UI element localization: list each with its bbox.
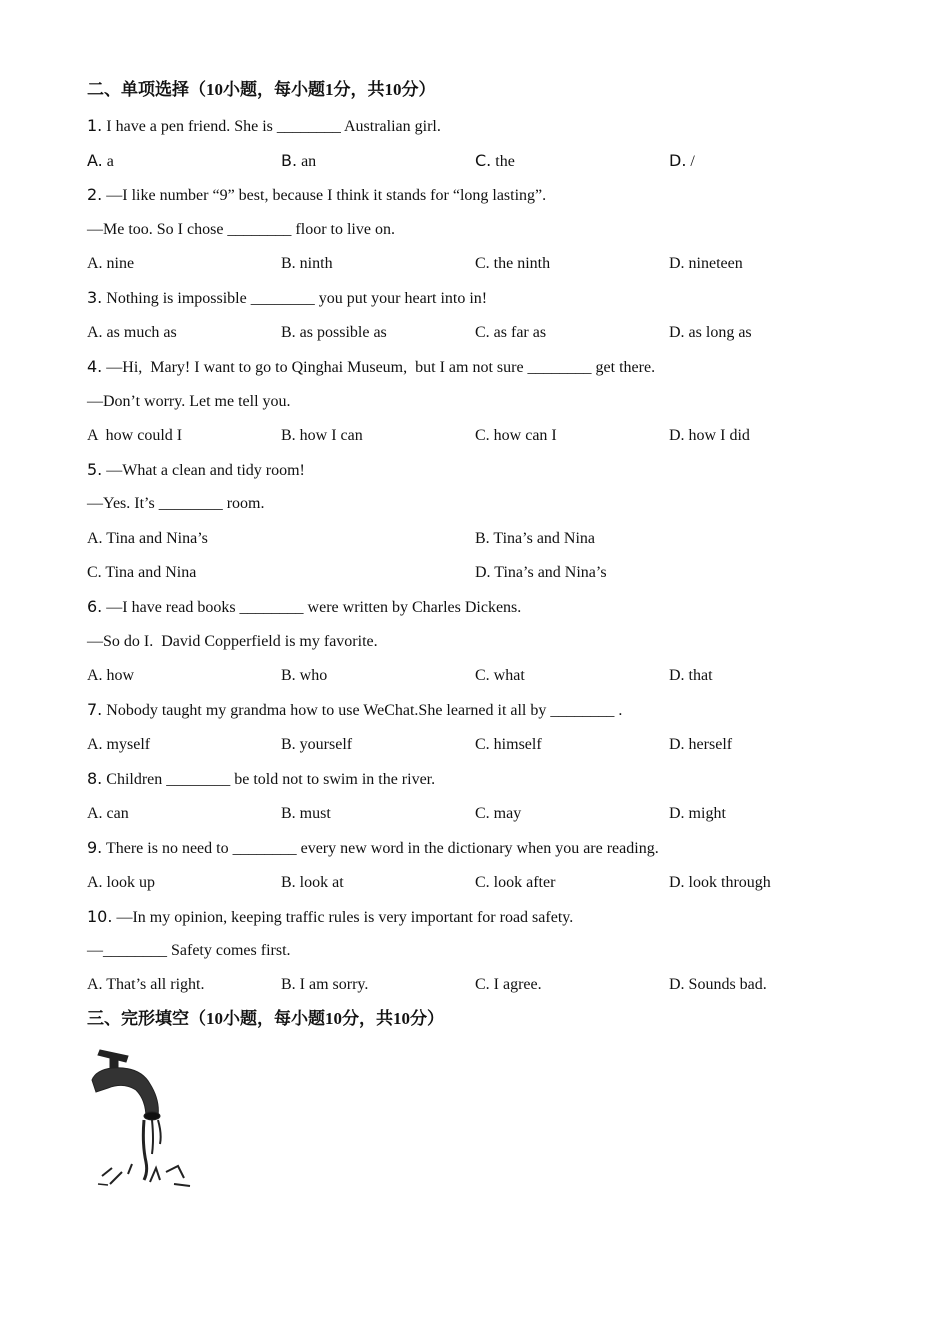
- option-b[interactable]: B. yourself: [281, 736, 353, 753]
- question-text: —I have read books ________ were written by Charles Dickens.: [102, 599, 522, 616]
- option-a[interactable]: A. can: [87, 805, 129, 822]
- option-a[interactable]: A. nine: [87, 255, 135, 272]
- option-c[interactable]: C. may: [475, 805, 522, 822]
- option-a[interactable]: A. how: [87, 667, 135, 684]
- option-c[interactable]: C. as far as: [475, 324, 547, 341]
- option-d[interactable]: D. look through: [669, 874, 771, 891]
- question-number: 4.: [87, 357, 103, 376]
- question-7: [87, 700, 622, 721]
- option-c[interactable]: C. the: [475, 151, 515, 170]
- option-c[interactable]: C. himself: [475, 736, 542, 753]
- question-6: [87, 597, 521, 618]
- question-10-line-2: —________ Safety comes first.: [87, 942, 291, 959]
- option-c[interactable]: C. what: [475, 667, 525, 684]
- option-a[interactable]: A. as much as: [87, 324, 177, 341]
- question-number: 10.: [87, 907, 113, 926]
- question-text: —I like number “9” best, because I think it stands for “long lasting”.: [102, 187, 547, 204]
- option-b[interactable]: B. must: [281, 805, 331, 822]
- option-b[interactable]: B. an: [281, 151, 317, 170]
- question-3: [87, 288, 487, 309]
- question-text: Children ________ be told not to swim in the river.: [102, 771, 436, 788]
- option-c[interactable]: C. look after: [475, 874, 556, 891]
- question-6-line-2: —So do I. David Copperfield is my favorite.: [87, 633, 378, 650]
- question-4: [87, 357, 655, 378]
- question-text: —What a clean and tidy room!: [102, 462, 305, 479]
- option-d[interactable]: D. might: [669, 805, 726, 822]
- question-number: 7.: [87, 700, 103, 719]
- question-number: 8.: [87, 769, 103, 788]
- option-d[interactable]: D. herself: [669, 736, 733, 753]
- option-d[interactable]: D. /: [669, 151, 695, 170]
- question-number: 5.: [87, 460, 103, 479]
- option-d[interactable]: D. that: [669, 667, 713, 684]
- option-b[interactable]: B. I am sorry.: [281, 976, 369, 993]
- option-a[interactable]: A. Tina and Nina’s: [87, 530, 208, 547]
- option-b[interactable]: B. ninth: [281, 255, 333, 272]
- option-d[interactable]: D. as long as: [669, 324, 752, 341]
- option-a[interactable]: A. That’s all right.: [87, 976, 205, 993]
- option-b[interactable]: B. as possible as: [281, 324, 387, 341]
- question-text: —In my opinion, keeping traffic rules is very important for road safety.: [112, 909, 574, 926]
- question-5: [87, 460, 305, 481]
- option-b[interactable]: B. who: [281, 667, 328, 684]
- option-a[interactable]: A how could I: [87, 427, 183, 444]
- question-number: 9.: [87, 838, 103, 857]
- question-2-line-2: —Me too. So I chose ________ floor to live on.: [87, 221, 395, 238]
- question-number: 1.: [87, 116, 103, 135]
- question-number: 6.: [87, 597, 103, 616]
- question-text: Nothing is impossible ________ you put your heart into in!: [102, 290, 488, 307]
- option-c[interactable]: C. the ninth: [475, 255, 551, 272]
- question-10: [87, 907, 573, 928]
- dripping-faucet-illustration: [88, 1044, 196, 1189]
- option-b[interactable]: B. how I can: [281, 427, 363, 444]
- option-a[interactable]: A. myself: [87, 736, 151, 753]
- section-2-heading: 二、单项选择（10小题，每小题1分，共10分）: [87, 80, 436, 99]
- question-8: [87, 769, 435, 790]
- question-9: [87, 838, 659, 859]
- question-text: I have a pen friend. She is ________ Australian girl.: [102, 118, 441, 135]
- option-d[interactable]: D. nineteen: [669, 255, 743, 272]
- question-4-line-2: —Don’t worry. Let me tell you.: [87, 393, 291, 410]
- question-text: There is no need to ________ every new word in the dictionary when you are reading.: [102, 840, 659, 857]
- question-2: [87, 185, 546, 206]
- option-c[interactable]: C. I agree.: [475, 976, 542, 993]
- question-text: Nobody taught my grandma how to use WeChat.She learned it all by ________ .: [102, 702, 623, 719]
- question-number: 3.: [87, 288, 103, 307]
- option-b[interactable]: B. look at: [281, 874, 344, 891]
- option-c[interactable]: C. how can I: [475, 427, 557, 444]
- option-d[interactable]: D. how I did: [669, 427, 750, 444]
- question-text: —Hi, Mary! I want to go to Qinghai Museum, but I am not sure ________ get there.: [102, 359, 656, 376]
- option-b[interactable]: B. Tina’s and Nina: [475, 530, 596, 547]
- option-d[interactable]: D. Sounds bad.: [669, 976, 767, 993]
- question-number: 2.: [87, 185, 103, 204]
- option-a[interactable]: A. look up: [87, 874, 155, 891]
- option-a[interactable]: A. a: [87, 151, 114, 170]
- option-c[interactable]: C. Tina and Nina: [87, 564, 197, 581]
- question-1: [87, 116, 441, 137]
- section-3-heading: 三、完形填空（10小题，每小题10分，共10分）: [87, 1009, 444, 1028]
- question-5-line-2: —Yes. It’s ________ room.: [87, 495, 265, 512]
- option-d[interactable]: D. Tina’s and Nina’s: [475, 564, 607, 581]
